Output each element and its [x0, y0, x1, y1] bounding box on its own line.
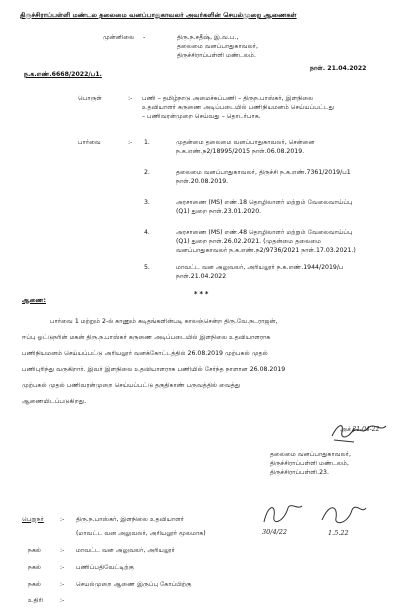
subject-line: பணி – தமிழ்நாடு அமைச்சுப்பணி – திருந.பாஸ்கர், இளநிலை	[142, 95, 314, 102]
presence-label: முன்னிலை	[103, 34, 135, 41]
signature-line: திருச்சிராப்பள்ளி மண்டலம்,	[270, 460, 349, 467]
reference-item-number: 1.	[144, 139, 150, 146]
handwritten-date: 30/4/22	[262, 528, 288, 536]
reference-item-line: தலைமை வனப்பாதுகாவலர், திருச்சி ந.க.எண்.7361/2019/ப1	[176, 169, 351, 176]
subject-separator: :-	[128, 95, 133, 102]
order-paragraph-line: ஈப்பு ஓட்டுநரின் மகன் திரு.ந.பாஸ்கர் கருணை அடிப்படையில் இளநிலை உதவியாளராக	[22, 334, 271, 341]
reference-item-number: 2.	[144, 169, 150, 176]
reference-item-line: அரசாணை (MS) எண்.18 தொழிலாளர் மற்றும் வேலைவாய்ப்பு	[176, 199, 353, 206]
reference-item-line: வனப்பாதுகாவலர் ந.க.எண்.ந2/9736/2021 நாள்.17.03.2021.)	[176, 247, 356, 254]
copy-line: மாவட்ட வன அலுவலர், அரியலூர்	[76, 547, 175, 554]
copy-separator: :-	[60, 547, 65, 554]
spare-separator: :-	[60, 597, 65, 604]
reference-item-line: நாள்.20.08.2019.	[176, 178, 229, 185]
copy-label: நகல்	[28, 581, 42, 588]
order-paragraph-line: பார்வை 1 மற்றும் 2-ல் காணும் கடிதங்களின்படி காலஞ்சென்ற திரு.வே.நடராஜன்,	[50, 318, 278, 325]
copy-line: செயல்முறை ஆணை இருப்பு கோப்பிற்கு	[76, 581, 192, 588]
subject-line: – பணிவரன்முறை செய்வது – தொடர்பாக.	[142, 113, 261, 120]
copy-line: பணிப்பதிவேட்டிற்கு	[76, 564, 134, 571]
reference-item-line: நாள்.21.04.2022	[176, 273, 227, 280]
order-paragraph-line: ஆணையிடப்படுகிறது.	[22, 398, 87, 405]
copy-label: நகல்	[28, 547, 42, 554]
copy-separator: :-	[60, 564, 65, 571]
signature-line: தலைமை வனப்பாதுகாவலர்,	[270, 451, 351, 458]
reference-item-line: (Q1) துறை நாள்.23.01.2020.	[176, 208, 262, 215]
order-paragraph-line: பணிபுரிந்து வருகிறார். இவர் இளநிலை உதவியாளராக பணியில் சேர்ந்த நாளான 26.08.2019	[22, 366, 286, 373]
reference-number: ந.க.எண்.6668/2022/ப1.	[24, 71, 102, 78]
order-paragraph-line: பணிநியமனம் செய்யப்பட்டு அரியலூர் வனக்கோட்டத்தில் 26.08.2019 முற்பகல் முதல்	[22, 350, 268, 357]
order-heading: ஆணை:	[22, 297, 47, 304]
presence-line: திருச்சிராப்பள்ளி மண்டலம்.	[177, 52, 256, 59]
reference-item-line: முதன்மை தலைமை வனப்பாதுகாவலர், சென்னை	[176, 139, 315, 146]
spare-label: உதிரி	[28, 597, 44, 604]
copy-label: நகல்	[28, 564, 42, 571]
handwritten-initial	[318, 500, 370, 530]
order-paragraph-line: முற்பகல் முதல் பணிவரன்முறை செய்யப்பட்டு தகுதிகாண் பருவத்தில் வைத்து	[22, 382, 241, 389]
recipient-separator: :-	[60, 516, 65, 523]
presence-separator: -	[143, 34, 146, 41]
reference-item-number: 4.	[144, 229, 150, 236]
recipient-line: திரு.ந.பாஸ்கர், இளநிலை உதவியாளர்	[76, 516, 185, 523]
reference-item-line: (Q1) துறை நாள்.26.02.2021. (முதன்மை தலைமை	[176, 238, 322, 245]
recipient-line: (மாவட்ட வன அலுவலர், அரியலூர் மூலமாக)	[76, 530, 206, 537]
subject-line: உதவியாளர் கருணை அடிப்படையில் பணிநியமனம் செய்யப்பட்டது	[142, 104, 335, 111]
subject-label: பொருள்	[78, 95, 102, 102]
reference-item-line: அரசாணை (MS) எண்.48 தொழிலாளர் மற்றும் வேலைவாய்ப்பு	[176, 229, 353, 236]
reference-item-line: மாவட்ட வன அலுவலர், அரியலூர் ந.க.எண்.1944/2019/ப	[176, 264, 344, 271]
signature-line: திருச்சிராப்பள்ளி.23.	[270, 469, 329, 476]
references-label: பார்வை	[78, 139, 101, 146]
section-divider: ***	[194, 290, 211, 298]
reference-item-line: ந.க.எண்.ந2/18995/2015 நாள்.06.08.2019.	[176, 148, 305, 155]
copy-separator: :-	[60, 581, 65, 588]
reference-item-number: 5.	[144, 264, 150, 271]
signature-date-handwritten: அக் 21-04-22	[340, 426, 380, 433]
handwritten-date: 1.5.22	[328, 529, 349, 537]
presence-line: திரு.ந.சதீஷ், இ.வ.ப.,	[177, 34, 239, 41]
order-date: நாள். 21.04.2022	[310, 65, 367, 72]
presence-line: தலைமை வனப்பாதுகாவலர்,	[177, 43, 258, 50]
recipient-label: பெறுநர்	[22, 516, 44, 523]
document-title: திருச்சிராப்பள்ளி மண்டல தலைமை வனப்பாதுகாவலர் அவர்களின் செயல்முறை ஆணைகள்	[20, 11, 297, 19]
references-separator: :-	[128, 139, 133, 146]
reference-item-number: 3.	[144, 199, 150, 206]
handwritten-initial	[258, 500, 308, 530]
